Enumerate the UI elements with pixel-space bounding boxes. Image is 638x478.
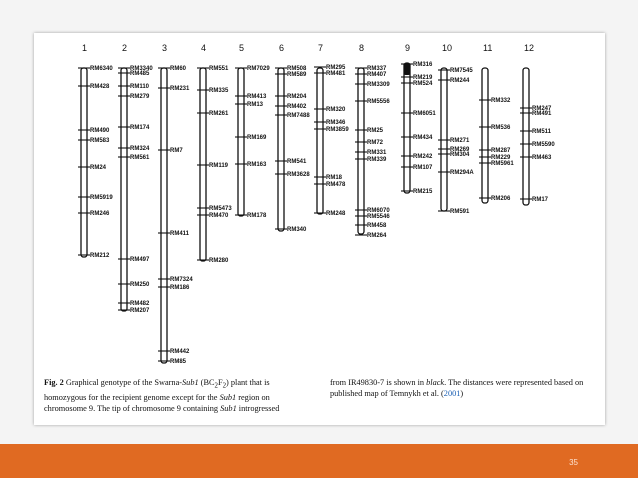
marker-label: RM25 [367, 128, 384, 135]
marker-label: RM231 [170, 86, 190, 93]
chromosome-number: 7 [318, 43, 324, 53]
caption-text: F [217, 378, 223, 387]
caption-right [330, 377, 598, 400]
marker-label: RM169 [247, 135, 267, 142]
marker-label: RM7324 [170, 277, 193, 284]
marker-label: RM7 [170, 148, 183, 155]
marker-label: RM215 [413, 189, 433, 196]
marker-label: RM110 [130, 84, 150, 91]
marker-label: RM60 [170, 66, 187, 73]
caption-sub1: Sub1 [220, 404, 237, 414]
chromosome-number: 4 [201, 43, 207, 53]
marker-label: RM280 [209, 258, 229, 265]
chromosome-number: 1 [82, 43, 88, 53]
marker-label: RM335 [209, 88, 229, 95]
caption-text: from IR49830-7 is shown in [330, 378, 427, 387]
marker-label: RM6070 [367, 208, 390, 215]
marker-label: RM332 [491, 98, 511, 105]
caption-sub1: Sub1 [182, 378, 199, 387]
marker-label: RM482 [130, 301, 150, 308]
chromosome-bar [81, 68, 87, 257]
marker-label: RM7488 [287, 113, 310, 120]
marker-label: RM3309 [367, 82, 390, 89]
marker-label: RM264 [367, 233, 387, 240]
marker-label: RM7029 [247, 66, 270, 73]
marker-label: RM551 [209, 66, 229, 73]
chromosome-bar [482, 68, 488, 203]
paper-page [34, 33, 605, 425]
caption-text: introgressed [236, 404, 280, 414]
marker-label: RM3340 [130, 66, 153, 73]
marker-label: RM244 [450, 78, 470, 85]
marker-label: RM246 [90, 211, 110, 218]
caption-text: ) [460, 389, 464, 399]
marker-label: RM247 [532, 106, 552, 113]
chromosome-bar [121, 68, 127, 311]
marker-label: RM269 [450, 147, 470, 154]
chromosome-bar [358, 68, 364, 234]
chromosome-number: 9 [405, 43, 411, 53]
marker-label: RM163 [247, 162, 267, 169]
marker-label: RM411 [170, 231, 190, 238]
marker-label: RM5473 [209, 206, 232, 213]
marker-label: RM508 [287, 66, 307, 73]
marker-label: RM242 [413, 154, 433, 161]
chromosome-number: 12 [524, 43, 535, 53]
marker-label: RM478 [326, 182, 346, 189]
caption-left [44, 377, 310, 415]
marker-label: RM490 [90, 128, 110, 135]
chromosome-number: 3 [162, 43, 168, 53]
marker-label: RM5556 [367, 99, 390, 106]
marker-label: RM337 [367, 66, 387, 73]
marker-label: RM413 [247, 94, 267, 101]
marker-label: RM5546 [367, 214, 390, 221]
marker-label: RM304 [450, 152, 470, 159]
marker-label: RM5590 [532, 142, 555, 149]
marker-label: RM107 [413, 165, 433, 172]
marker-label: RM295 [326, 65, 346, 72]
marker-label: RM204 [287, 94, 307, 101]
caption-sub1: Sub1 [219, 392, 237, 402]
marker-label: RM294A [450, 170, 474, 177]
marker-label: RM316 [413, 62, 433, 69]
marker-label: RM3859 [326, 127, 349, 134]
marker-label: RM470 [209, 213, 229, 220]
marker-label: RM524 [413, 81, 433, 88]
marker-label: RM206 [491, 196, 511, 203]
chromosome-bar [523, 68, 529, 205]
marker-label: RM261 [209, 111, 229, 118]
marker-label: RM207 [130, 308, 150, 315]
marker-label: RM6340 [90, 66, 113, 73]
slide-number: 35 [569, 458, 578, 467]
marker-label: RM186 [170, 285, 190, 292]
figure-label: Fig. 2 [44, 378, 64, 387]
marker-label: RM5919 [90, 195, 113, 202]
marker-label: RM219 [413, 75, 433, 82]
caption-subscript: 2 [222, 382, 227, 390]
marker-label: RM279 [130, 94, 150, 101]
marker-label: RM485 [130, 71, 150, 78]
caption-text: ) plant that is homozygous for the recipient genome except for the [44, 378, 270, 402]
marker-label: RM589 [287, 72, 307, 79]
marker-label: RM18 [326, 175, 343, 182]
marker-label: RM24 [90, 165, 107, 172]
marker-label: RM5961 [491, 161, 514, 168]
sub1-introgression-region [404, 63, 410, 75]
marker-label: RM248 [326, 211, 346, 218]
marker-label: RM511 [532, 129, 552, 136]
chromosome-bar [161, 68, 167, 363]
caption-subscript: 2 [214, 382, 218, 390]
chromosome-number: 6 [279, 43, 285, 53]
marker-label: RM402 [287, 104, 307, 111]
marker-label: RM583 [90, 138, 110, 145]
marker-label: RM340 [287, 227, 307, 234]
citation-link[interactable]: 2001 [443, 389, 461, 399]
marker-label: RM442 [170, 349, 190, 356]
marker-label: RM250 [130, 282, 150, 289]
marker-label: RM591 [450, 209, 470, 216]
marker-label: RM428 [90, 84, 110, 91]
marker-label: RM178 [247, 213, 267, 220]
marker-label: RM6051 [413, 111, 436, 118]
marker-label: RM339 [367, 157, 387, 164]
marker-label: RM17 [532, 197, 549, 204]
marker-label: RM491 [532, 111, 552, 118]
marker-label: RM561 [130, 155, 150, 162]
marker-label: RM7545 [450, 68, 473, 75]
caption-text: . The distances were represented based on published map of Temnykh et al. ( [330, 378, 584, 399]
chromosome-number: 8 [359, 43, 365, 53]
marker-label: RM119 [209, 163, 229, 170]
marker-label: RM271 [450, 138, 470, 145]
marker-label: RM463 [532, 155, 552, 162]
marker-label: RM229 [491, 155, 511, 162]
marker-label: RM346 [326, 120, 346, 127]
marker-label: RM434 [413, 135, 433, 142]
marker-label: RM85 [170, 359, 187, 366]
chromosome-bar [317, 68, 323, 214]
marker-label: RM320 [326, 107, 346, 114]
chromosome-bar [278, 68, 284, 231]
marker-label: RM3628 [287, 172, 310, 179]
chromosome-number: 11 [483, 43, 493, 53]
marker-label: RM536 [491, 125, 511, 132]
caption-italic: black [426, 378, 445, 387]
marker-label: RM212 [90, 253, 110, 260]
chromosome-number: 2 [122, 43, 128, 53]
marker-label: RM407 [367, 72, 387, 79]
marker-label: RM497 [130, 257, 150, 264]
caption-text: (BC [198, 378, 215, 387]
footer-bar [0, 444, 638, 478]
marker-label: RM458 [367, 223, 387, 230]
marker-label: RM13 [247, 102, 264, 109]
marker-label: RM287 [491, 148, 511, 155]
marker-label: RM174 [130, 125, 150, 132]
chromosome-bar [238, 68, 244, 216]
marker-label: RM481 [326, 71, 346, 78]
marker-label: RM331 [367, 150, 387, 157]
marker-label: RM541 [287, 159, 307, 166]
chromosome-number: 10 [442, 43, 453, 53]
chromosome-figure [34, 33, 605, 373]
marker-label: RM72 [367, 140, 384, 147]
chromosome-number: 5 [239, 43, 245, 53]
caption-text: Graphical genotype of the Swarna- [63, 378, 183, 387]
caption-text: region on chromosome 9. The tip of chromosome 9 containing [44, 392, 270, 414]
marker-label: RM324 [130, 146, 150, 153]
